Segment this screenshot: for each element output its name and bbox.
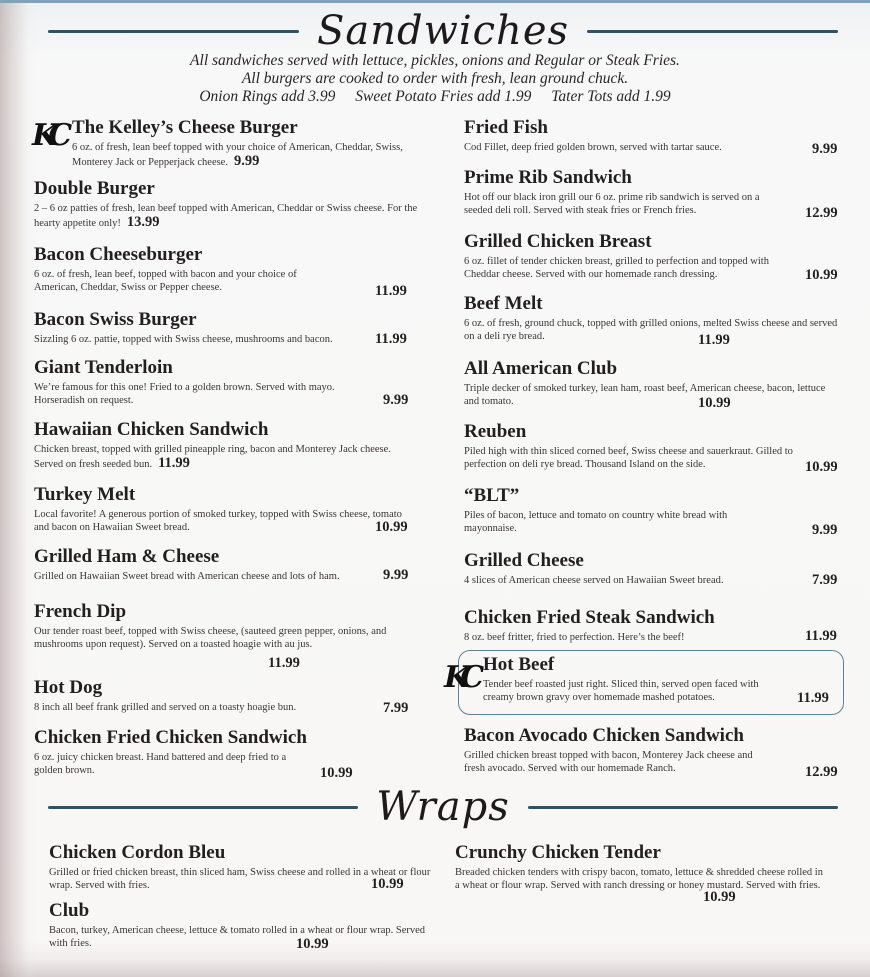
item-desc: 6 oz. of fresh, lean beef, topped with bacon and your choice of American, Cheddar, Swiss or Pepper cheese. [34,269,297,293]
item-price: 11.99 [805,628,837,644]
menu-item [34,419,414,471]
item-name: Hot Dog [34,677,103,698]
item-name: Hot Beef [483,654,555,675]
item-price: 11.99 [375,331,407,347]
menu-item [464,485,754,535]
kc-logo-icon: KC [444,660,476,695]
item-price: 13.99 [126,213,160,230]
addon-sweet-potato-fries: Sweet Potato Fries add 1.99 [355,88,532,105]
item-price: 12.99 [805,205,838,221]
item-name: Chicken Cordon Bleu [49,842,226,863]
menu-item [464,550,784,588]
menu-item [483,654,783,704]
wraps-header [48,784,838,830]
item-name: Double Burger [34,178,155,199]
item-desc: Local favorite! A generous portion of smoked turkey, topped with Swiss cheese, tomato and bacon on Hawaiian Sweet bread. [34,509,402,533]
item-name: Reuben [464,421,527,442]
item-name: Crunchy Chicken Tender [455,842,661,863]
menu-item [464,725,774,775]
item-desc: 6 oz. juicy chicken breast. Hand battered and deep fried to a golden brown. [34,752,287,776]
item-name: Giant Tenderloin [34,357,173,378]
item-price: 10.99 [805,459,838,475]
item-desc: 4 slices of American cheese served on Hawaiian Sweet bread. [464,575,724,586]
item-desc: Breaded chicken tenders with crispy bacon, tomato, lettuce & shredded cheese rolled in a wheat or flour wrap. Served with ranch dressing or honey mustard. Served with fries. [455,867,823,891]
item-price: 9.99 [812,522,838,538]
item-desc: Grilled chicken breast topped with bacon, Monterey Jack cheese and fresh avocado. Served with our homemade Ranch. [464,750,753,774]
menu-item [34,677,374,715]
kc-logo-icon: KC [32,118,64,153]
sandwiches-header [48,8,838,54]
item-name: Fried Fish [464,117,548,138]
menu-item [464,293,849,343]
item-name: Bacon Cheeseburger [34,244,203,265]
item-desc: Hot off our black iron grill our 6 oz. prime rib sandwich is served on a seeded deli roll. Served with steak fries or French fries. [464,192,760,216]
item-desc: Grilled or fried chicken breast, thin sliced ham, Swiss cheese and rolled in a wheat or flour wrap. Served with fries. [49,867,431,891]
item-price: 10.99 [703,889,736,905]
item-price: 11.99 [158,454,190,471]
item-name: French Dip [34,601,127,622]
header-rule-right [587,30,838,33]
item-desc: Sizzling 6 oz. pattie, topped with Swiss cheese, mushrooms and bacon. [34,334,333,345]
menu-item [34,357,364,407]
item-name: Bacon Swiss Burger [34,309,197,330]
item-desc: Cod Fillet, deep fried golden brown, served with tartar sauce. [464,142,722,153]
addons-line [0,88,870,106]
item-desc: Piles of bacon, lettuce and tomato on country white bread with mayonnaise. [464,510,728,534]
item-name: Chicken Fried Chicken Sandwich [34,727,307,748]
addon-onion-rings: Onion Rings add 3.99 [199,88,336,105]
item-desc: 8 inch all beef frank grilled and served on a toasty hoagie bun. [34,702,297,713]
item-name: Grilled Cheese [464,550,584,571]
item-name: Grilled Ham & Cheese [34,546,220,567]
item-name: Hawaiian Chicken Sandwich [34,419,269,440]
item-desc: 6 oz. of fresh, lean beef topped with your choice of American, Cheddar, Swiss, Monterey Jack or Pepperjack cheese. 9.99 [72,142,403,169]
item-name: Bacon Avocado Chicken Sandwich [464,725,744,746]
menu-item [455,842,825,892]
header-rule-right [528,806,838,809]
section-title-wraps: Wraps [376,784,510,830]
item-name: Turkey Melt [34,484,136,505]
menu-item [464,358,834,408]
item-desc: Chicken breast, topped with grilled pineapple ring, bacon and Monterey Jack cheese. Served on fresh seeded bun. 11.99 [34,444,391,471]
item-name: The Kelley’s Cheese Burger [72,117,298,138]
item-name: Club [49,900,90,921]
item-price: 11.99 [698,332,730,348]
item-price: 10.99 [698,395,731,411]
item-name: Grilled Chicken Breast [464,231,652,252]
addon-tater-tots: Tater Tots add 1.99 [551,88,671,105]
item-name: “BLT” [464,485,520,506]
item-price: 7.99 [383,700,409,716]
item-desc: We’re famous for this one! Fried to a golden brown. Served with mayo. Horseradish on request. [34,382,335,406]
menu-item [34,727,314,777]
menu-item [34,546,379,584]
item-price: 10.99 [805,267,838,283]
item-desc: Grilled on Hawaiian Sweet bread with American cheese and lots of ham. [34,571,340,582]
item-price: 9.99 [812,141,838,157]
menu-item [464,167,784,217]
item-name: Chicken Fried Steak Sandwich [464,607,715,628]
item-desc: 6 oz. of fresh, ground chuck, topped with grilled onions, melted Swiss cheese and served on a deli rye bread. [464,318,838,342]
menu-item [464,231,804,281]
item-desc: Piled high with thin sliced corned beef, Swiss cheese and sauerkraut. Gilled to perfection on deli rye bread. Thousand Island on the side. [464,446,793,470]
menu-item [34,178,434,230]
item-desc: Our tender roast beef, topped with Swiss cheese, (sauteed green pepper, onions, and mushrooms upon request). Served on a toasted hoagie with au jus. [34,626,387,650]
menu-item [464,607,784,645]
section-title-sandwiches: Sandwiches [317,8,570,54]
item-desc: 6 oz. fillet of tender chicken breast, grilled to perfection and topped with Cheddar cheese. Served with our homemade ranch dressing. [464,256,769,280]
menu-item [34,244,334,294]
menu-item [72,117,432,169]
item-price: 10.99 [320,765,353,781]
item-price: 12.99 [805,764,838,780]
header-rule-left [48,30,299,33]
item-price: 10.99 [371,876,404,892]
item-name: Beef Melt [464,293,543,314]
item-desc: Triple decker of smoked turkey, lean ham, roast beef, American cheese, bacon, lettuce and tomato. [464,383,826,407]
item-name: Prime Rib Sandwich [464,167,632,188]
item-price: 10.99 [296,936,329,952]
menu-item [464,117,784,155]
item-price: 11.99 [797,690,829,706]
item-price: 11.99 [375,283,407,299]
item-price: 10.99 [375,519,408,535]
note-line: All burgers are cooked to order with fresh, lean ground chuck. [241,70,629,87]
item-desc: Bacon, turkey, American cheese, lettuce & tomato rolled in a wheat or flour wrap. Served with fries. [49,925,426,949]
menu-item [49,900,434,950]
menu-item [34,309,374,347]
item-desc: 8 oz. beef fritter, fried to perfection. Here’s the beef! [464,632,685,643]
top-border [0,0,870,3]
item-desc: Tender beef roasted just right. Sliced thin, served open faced with creamy brown gravy over homemade mashed potatoes. [483,679,759,703]
item-name: All American Club [464,358,618,379]
header-rule-left [48,806,358,809]
menu-item [34,601,414,651]
note-line: All sandwiches served with lettuce, pickles, onions and Regular or Steak Fries. [190,52,680,69]
item-price: 11.99 [268,655,300,671]
menu-item [464,421,794,471]
item-price: 9.99 [233,152,260,169]
item-price: 9.99 [383,392,409,408]
item-price: 7.99 [812,572,838,588]
item-desc: 2 – 6 oz patties of fresh, lean beef topped with American, Cheddar or Swiss cheese. For the hearty appetite only! 13.99 [34,203,418,230]
item-price: 9.99 [383,567,409,583]
sandwich-notes [0,52,870,106]
menu-item [34,484,404,534]
